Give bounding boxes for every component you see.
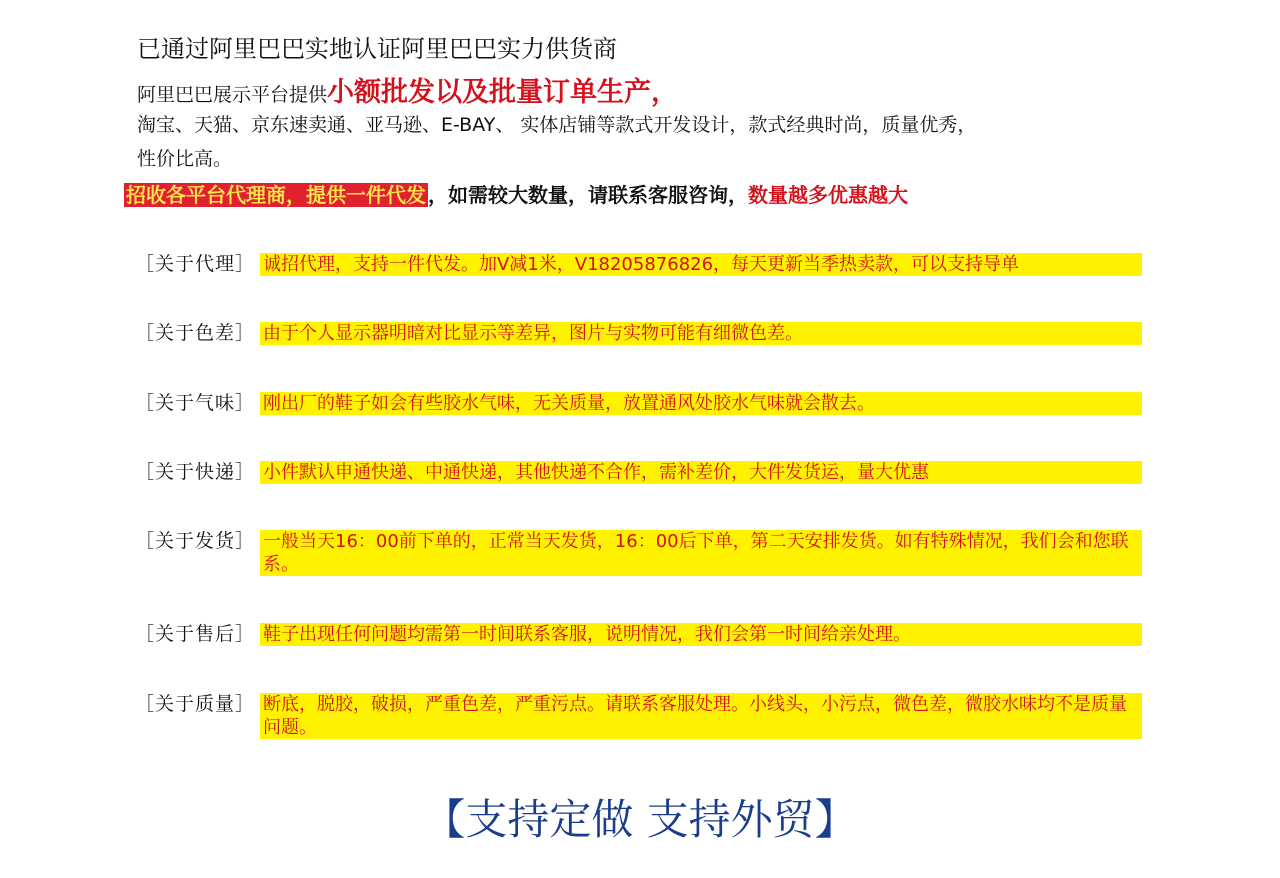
footer-slogan: 【支持定做 支持外贸】 — [423, 795, 857, 844]
row-text-agent: 诚招代理，支持一件代发。加V减1米，V18205876826，每天更新当季热卖款，可以支持导单 — [260, 253, 1142, 276]
intro-prefix: 阿里巴巴展示平台提供 — [137, 84, 328, 106]
row-label-quality: ［关于质量］ — [135, 693, 256, 715]
intro-emphasis: 小额批发以及批量订单生产， — [327, 77, 679, 108]
certification-title: 已通过阿里巴巴实地认证阿里巴巴实力供货商 — [137, 35, 617, 63]
platforms-line: 淘宝、天猫、京东速卖通、亚马逊、E-BAY、 实体店铺等款式开发设计，款式经典时尚，质量优秀， — [137, 114, 977, 136]
agent-middle-text: ，如需较大数量，请联系客服咨询， — [428, 183, 748, 207]
intro-line — [137, 78, 678, 110]
agent-highlight-banner: 招收各平台代理商，提供一件代发 — [126, 183, 426, 207]
row-text-after-sales: 鞋子出现任何问题均需第一时间联系客服，说明情况，我们会第一时间给亲处理。 — [260, 623, 1142, 646]
row-text-color: 由于个人显示器明暗对比显示等差异，图片与实物可能有细微色差。 — [260, 322, 1142, 345]
row-text-smell: 刚出厂的鞋子如会有些胶水气味，无关质量，放置通风处胶水气味就会散去。 — [260, 392, 1142, 415]
row-label-courier: ［关于快递］ — [135, 461, 256, 483]
row-label-smell: ［关于气味］ — [135, 392, 256, 414]
row-label-agent: ［关于代理］ — [135, 253, 256, 275]
row-label-after-sales: ［关于售后］ — [135, 623, 256, 645]
row-label-color: ［关于色差］ — [135, 322, 256, 344]
row-text-quality: 断底，脱胶，破损，严重色差，严重污点。请联系客服处理。小线头，小污点，微色差，微胶水味均不是质量问题。 — [260, 693, 1142, 739]
value-line: 性价比高。 — [137, 148, 233, 170]
row-label-shipping: ［关于发货］ — [135, 530, 256, 552]
row-text-courier: 小件默认申通快递、中通快递，其他快递不合作，需补差价，大件发货运，量大优惠 — [260, 461, 1142, 484]
agent-recruit-line — [124, 182, 908, 208]
agent-discount-text: 数量越多优惠越大 — [748, 183, 908, 207]
row-text-shipping: 一般当天16：00前下单的，正常当天发货，16：00后下单，第二天安排发货。如有特殊情况，我们会和您联系。 — [260, 530, 1142, 576]
